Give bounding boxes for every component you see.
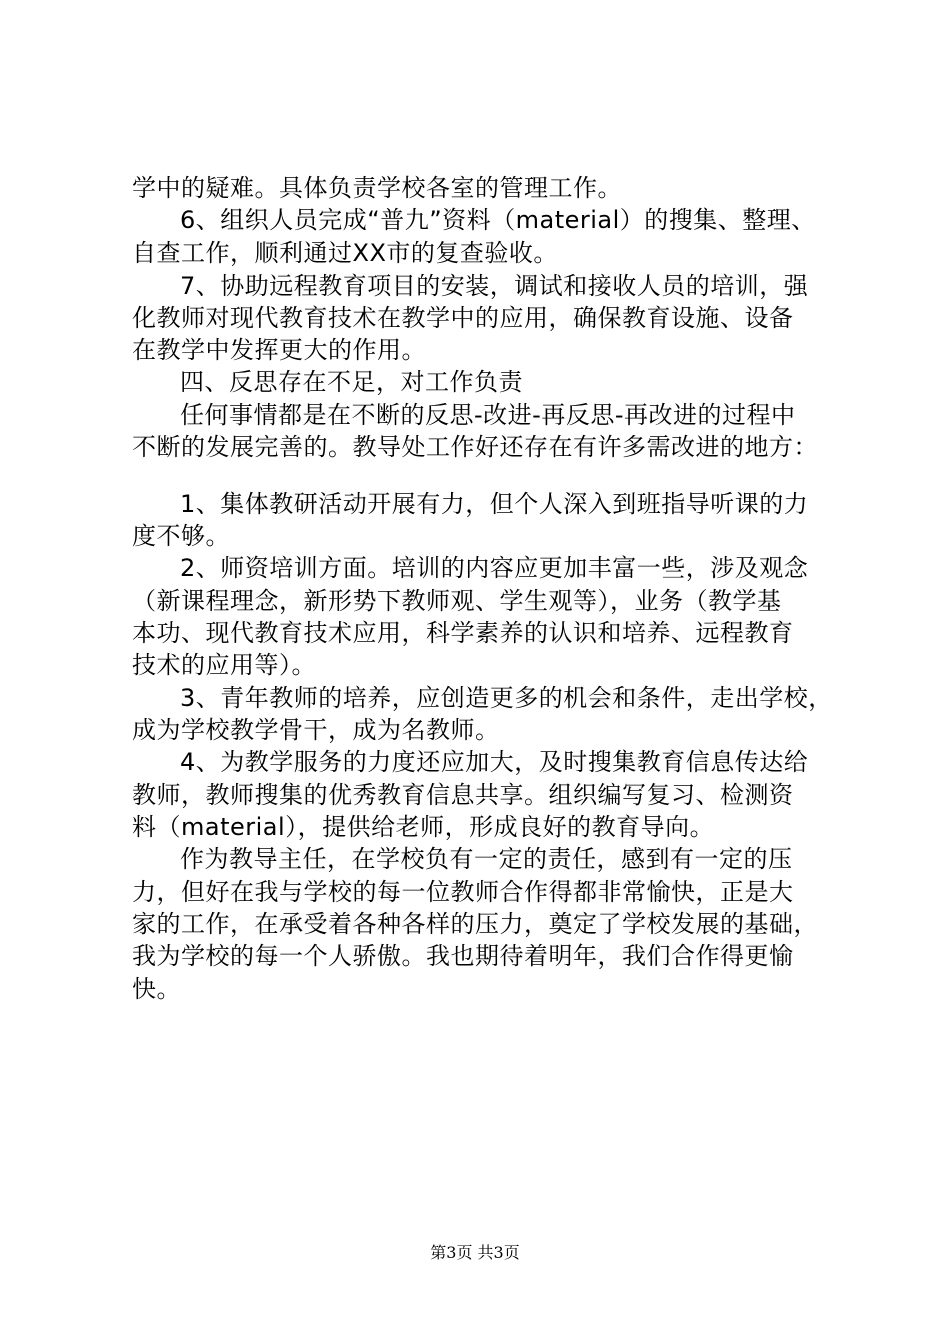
text-line: 力，但好在我与学校的每一位教师合作得都非常愉快，正是大 xyxy=(132,878,794,906)
text-line: 4、为教学服务的力度还应加大，及时搜集教育信息传达给 xyxy=(180,748,809,776)
text-line: 学中的疑难。具体负责学校各室的管理工作。 xyxy=(132,174,622,202)
text-line: 7、协助远程教育项目的安装，调试和接收人员的培训，强 xyxy=(180,272,809,300)
text-line: 家的工作，在承受着各种各样的压力，奠定了学校发展的基础， xyxy=(132,910,818,938)
text-line: 1、集体教研活动开展有力，但个人深入到班指导听课的力 xyxy=(180,490,809,518)
text-line: 料（material），提供给老师，形成良好的教育导向。 xyxy=(132,813,715,841)
text-line: 成为学校教学骨干，成为名教师。 xyxy=(132,716,500,744)
section-heading: 四、反思存在不足，对工作负责 xyxy=(180,368,523,396)
text-line: 技术的应用等）。 xyxy=(132,651,316,679)
text-line: 教师，教师搜集的优秀教育信息共享。组织编写复习、检测资 xyxy=(132,781,794,809)
text-line: 快。 xyxy=(132,975,181,1003)
text-line: 我为学校的每一个人骄傲。我也期待着明年，我们合作得更愉 xyxy=(132,942,794,970)
text-line: 3、青年教师的培养，应创造更多的机会和条件，走出学校， xyxy=(180,684,833,712)
text-line: 2、师资培训方面。培训的内容应更加丰富一些，涉及观念 xyxy=(180,554,809,582)
text-line: 在教学中发挥更大的作用。 xyxy=(132,336,426,364)
text-line: 化教师对现代教育技术在教学中的应用，确保教育设施、设备 xyxy=(132,304,794,332)
text-line: 6、组织人员完成“普九”资料（material）的搜集、整理、 xyxy=(180,206,816,234)
text-line: 本功、现代教育技术应用，科学素养的认识和培养、远程教育 xyxy=(132,619,794,647)
text-line: 作为教导主任，在学校负有一定的责任，感到有一定的压 xyxy=(180,845,793,873)
text-line: 不断的发展完善的。教导处工作好还存在有许多需改进的地方： xyxy=(132,433,818,461)
text-line: 度不够。 xyxy=(132,522,230,550)
page-number-footer: 第3页 共3页 xyxy=(430,1243,520,1262)
text-line: （新课程理念，新形势下教师观、学生观等），业务（教学基 xyxy=(132,587,782,615)
text-line: 自查工作，顺利通过XX市的复查验收。 xyxy=(132,239,558,267)
text-line: 任何事情都是在不断的反思-改进-再反思-再改进的过程中 xyxy=(180,401,796,429)
